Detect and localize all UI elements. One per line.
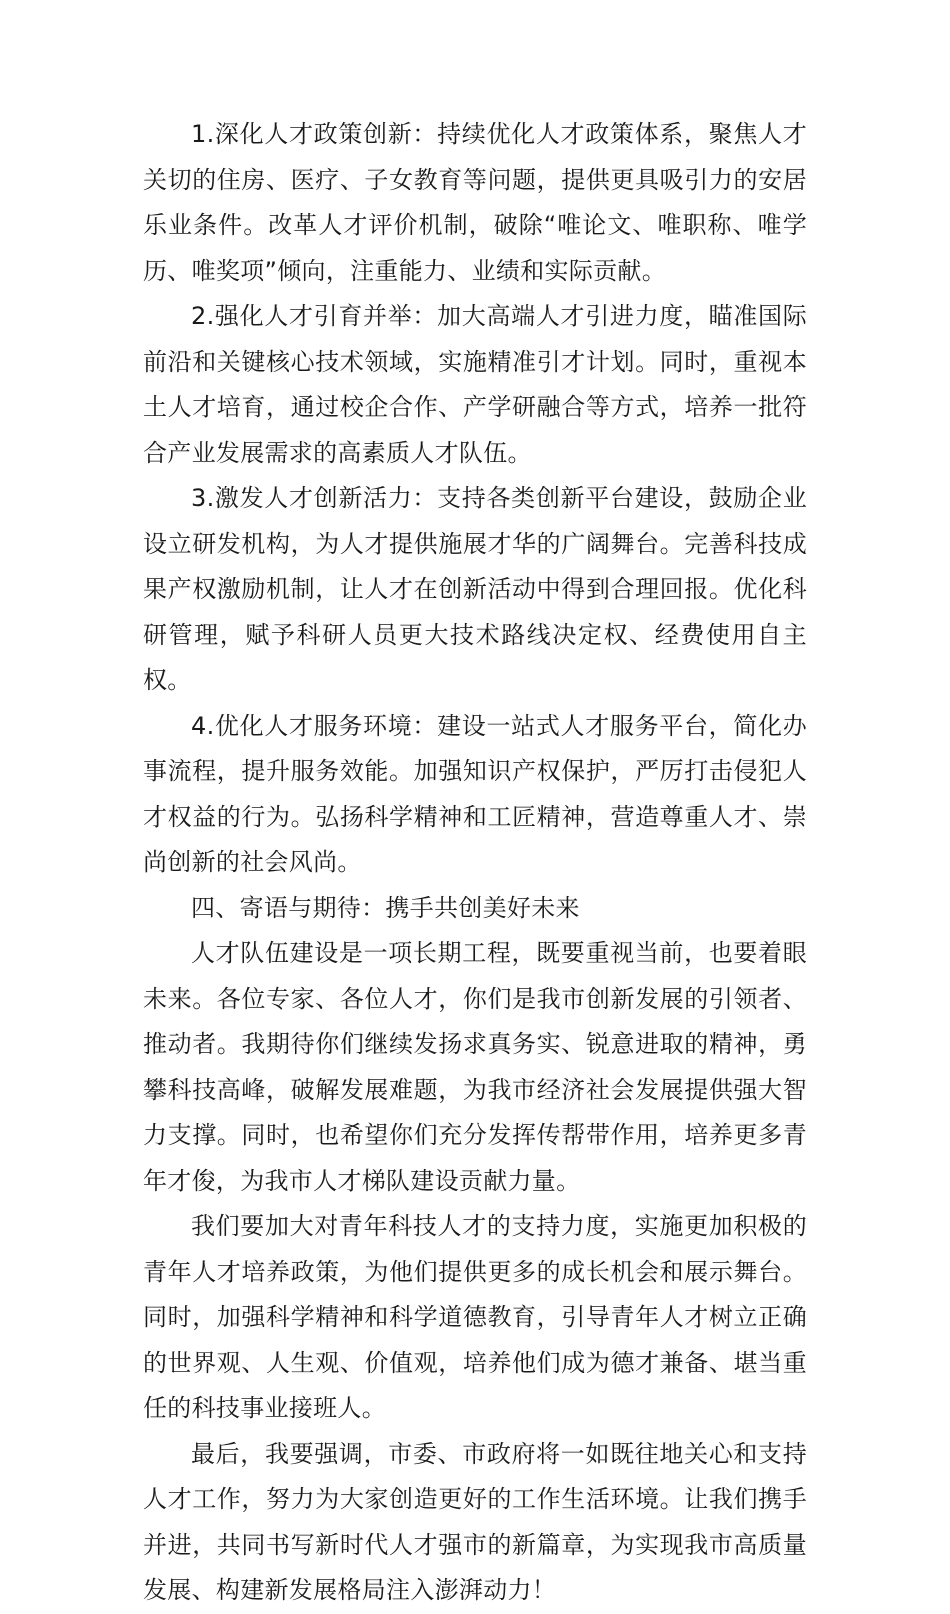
paragraph-service-environment: 4.优化人才服务环境：建设一站式人才服务平台，简化办事流程，提升服务效能。加强知识产权保护，严厉打击侵犯人才权益的行为。弘扬科学精神和工匠精神，营造尊重人才、崇尚创新的社会风尚。	[143, 711, 807, 876]
paragraph-young-talent: 我们要加大对青年科技人才的支持力度，实施更加积极的青年人才培养政策，为他们提供更多的成长机会和展示舞台。同时，加强科学精神和科学道德教育，引导青年人才树立正确的世界观、人生观、价值观，培养他们成为德才兼备、堪当重任的科技事业接班人。	[143, 1212, 807, 1422]
paragraph-talent-recruitment: 2.强化人才引育并举：加大高端人才引进力度，瞄准国际前沿和关键核心技术领域，实施精准引才计划。同时，重视本土人才培育，通过校企合作、产学研融合等方式，培养一批符合产业发展需求的高素质人才队伍。	[143, 302, 807, 467]
paragraph-policy-innovation: 1.深化人才政策创新：持续优化人才政策体系，聚焦人才关切的住房、医疗、子女教育等问题，提供更具吸引力的安居乐业条件。改革人才评价机制，破除“唯论文、唯职称、唯学历、唯奖项”倾向，注重能力、业绩和实际贡献。	[143, 120, 807, 285]
paragraph-innovation-vitality: 3.激发人才创新活力：支持各类创新平台建设，鼓励企业设立研发机构，为人才提供施展才华的广阔舞台。完善科技成果产权激励机制，让人才在创新活动中得到合理回报。优化科研管理，赋予科研人员更大技术路线决定权、经费使用自主权。	[143, 484, 807, 694]
paragraph-closing: 最后，我要强调，市委、市政府将一如既往地关心和支持人才工作，努力为大家创造更好的工作生活环境。让我们携手并进，共同书写新时代人才强市的新篇章，为实现我市高质量发展、构建新发展格局注入澎湃动力！	[143, 1439, 807, 1604]
section-heading-expectations: 四、寄语与期待：携手共创美好未来	[191, 893, 580, 922]
paragraph-long-term-project: 人才队伍建设是一项长期工程，既要重视当前，也要着眼未来。各位专家、各位人才，你们是我市创新发展的引领者、推动者。我期待你们继续发扬求真务实、锐意进取的精神，勇攀科技高峰，破解发展难题，为我市经济社会发展提供强大智力支撑。同时，也希望你们充分发挥传帮带作用，培养更多青年才俊，为我市人才梯队建设贡献力量。	[143, 939, 807, 1195]
document-body	[143, 112, 807, 1614]
